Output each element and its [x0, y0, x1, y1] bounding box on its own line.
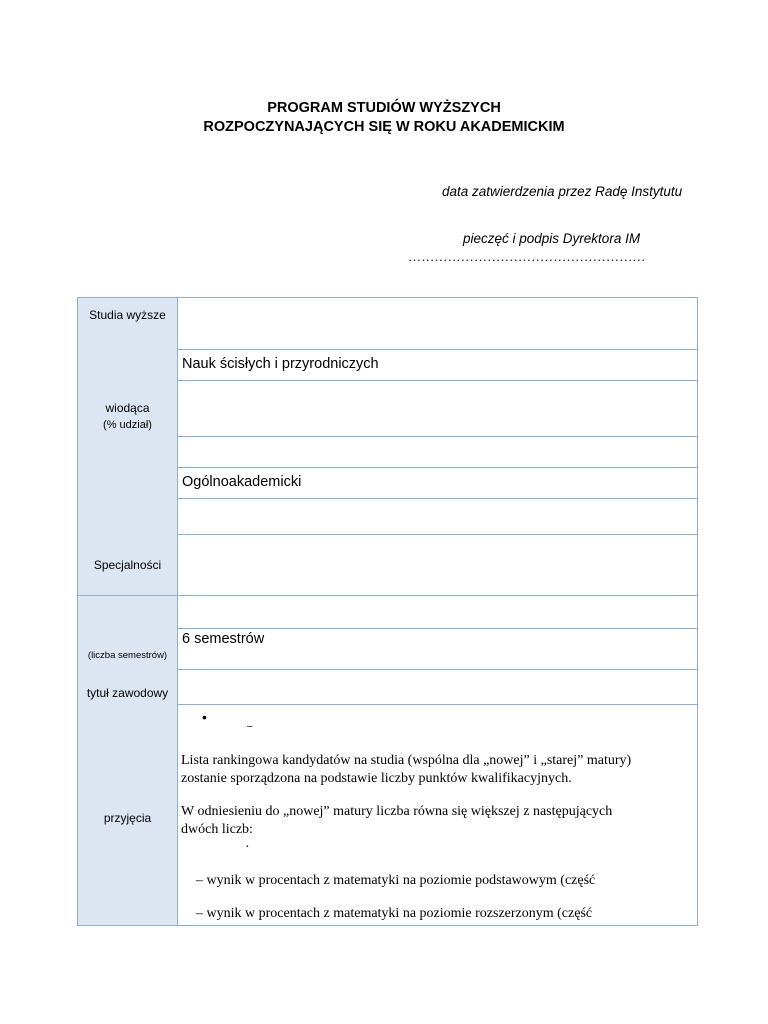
label-udzial: (% udział)	[103, 419, 152, 431]
label-liczba-semestrow: (liczba semestrów)	[87, 650, 168, 661]
admission-text-line: W odniesieniu do „nowej” matury liczba równa się większej z następujących	[181, 804, 613, 819]
label-przyjecia: przyjęcia	[103, 811, 152, 825]
row-divider	[178, 628, 698, 629]
bullet-icon: •	[202, 709, 207, 725]
admission-text-line: dwóch liczb:	[181, 822, 253, 837]
label-studia: Studia wyższe	[89, 308, 166, 322]
admission-list-item: – wynik w procentach z matematyki na poziomie rozszerzonym (część	[196, 906, 593, 921]
admission-list-item: – wynik w procentach z matematyki na poziomie podstawowym (część	[196, 873, 596, 888]
label-tytul-zawodowy: tytuł zawodowy	[86, 686, 169, 700]
document-title-line2: ROZPOCZYNAJĄCYCH SIĘ W ROKU AKADEMICKIM	[203, 119, 565, 135]
dash-mark: –	[247, 721, 253, 732]
row-divider	[178, 498, 698, 499]
section-divider	[77, 595, 698, 596]
row-divider	[178, 467, 698, 468]
field-profil: Ogólnoakademicki	[182, 474, 302, 490]
label-wiodaca: wiodąca	[105, 401, 150, 415]
document-title-line1: PROGRAM STUDIÓW WYŻSZYCH	[267, 100, 501, 116]
row-divider	[178, 534, 698, 535]
label-specjalnosci: Specjalności	[93, 558, 162, 572]
row-divider	[178, 380, 698, 381]
admission-text-line: Lista rankingowa kandydatów na studia (wspólna dla „nowej” i „starej” matury)	[181, 753, 632, 768]
approval-date-label: data zatwierdzenia przez Radę Instytutu	[442, 184, 683, 199]
label-column	[77, 297, 178, 926]
stamp-signature-label: pieczęć i podpis Dyrektora IM	[463, 231, 641, 246]
row-divider	[178, 349, 698, 350]
field-dziedzina: Nauk ścisłych i przyrodniczych	[182, 356, 379, 372]
row-divider	[178, 669, 698, 670]
signature-line: ………………………………………………	[408, 249, 646, 264]
row-divider	[178, 704, 698, 705]
row-divider	[178, 436, 698, 437]
admission-text-line: zostanie sporządzona na podstawie liczby punktów kwalifikacyjnych.	[181, 771, 572, 786]
dot-mark: ·	[245, 840, 250, 855]
field-semestry: 6 semestrów	[182, 631, 265, 647]
